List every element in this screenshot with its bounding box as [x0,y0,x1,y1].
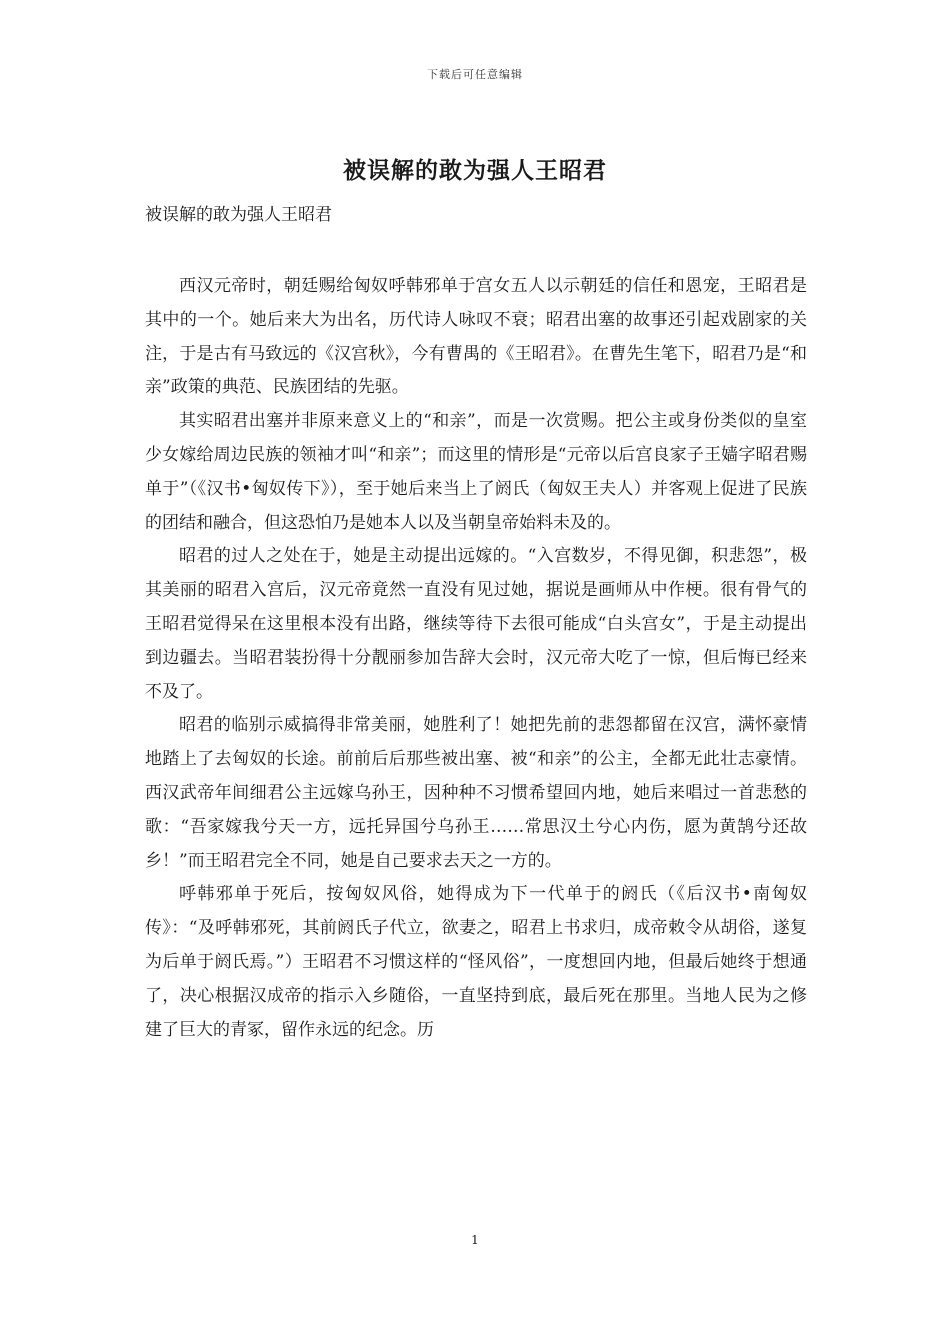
document-subtitle: 被误解的敢为强人王昭君 [145,205,332,225]
page-number: 1 [471,1233,479,1247]
document-body [145,270,807,1047]
body-paragraph: 其实昭君出塞并非原来意义上的“和亲”，而是一次赏赐。把公主或身份类似的皇室少女嫁给周边民族的领袖才叫“和亲”；而这里的情形是“元帝以后宫良家子王嫱字昭君赐单于”（《汉书•匈奴传下》），至于她后来当上了阏氏（匈奴王夫人）并客观上促进了民族的团结和融合，但这恐怕乃是她本人以及当朝皇帝始料未及的。 [145,411,807,533]
header-note: 下载后可任意编辑 [427,68,523,81]
document-title: 被误解的敢为强人王昭君 [343,157,607,184]
body-paragraph: 西汉元帝时，朝廷赐给匈奴呼韩邪单于宫女五人以示朝廷的信任和恩宠，王昭君是其中的一个。她后来大为出名，历代诗人咏叹不衰；昭君出塞的故事还引起戏剧家的关注，于是古有马致远的《汉宫秋》，今有曹禺的《王昭君》。在曹先生笔下，昭君乃是“和亲”政策的典范、民族团结的先驱。 [145,276,807,398]
body-paragraph: 昭君的过人之处在于，她是主动提出远嫁的。“入宫数岁，不得见御，积悲怨”，极其美丽的昭君入宫后，汉元帝竟然一直没有见过她，据说是画师从中作梗。很有骨气的王昭君觉得呆在这里根本没有出路，继续等待下去很可能成“白头宫女”，于是主动提出到边疆去。当昭君装扮得十分靓丽参加告辞大会时，汉元帝大吃了一惊，但后悔已经来不及了。 [145,546,807,702]
body-paragraph: 昭君的临别示威搞得非常美丽，她胜利了！她把先前的悲怨都留在汉宫，满怀豪情地踏上了去匈奴的长途。前前后后那些被出塞、被“和亲”的公主，全都无此壮志豪情。西汉武帝年间细君公主远嫁乌孙王，因种种不习惯希望回内地，她后来唱过一首悲愁的歌：“吾家嫁我兮天一方，远托异国兮乌孙王……常思汉土兮心内伤，愿为黄鹄兮还故乡！”而王昭君完全不同，她是自己要求去天之一方的。 [145,715,807,871]
body-paragraph: 呼韩邪单于死后，按匈奴风俗，她得成为下一代单于的阏氏（《后汉书•南匈奴传》：“及呼韩邪死，其前阏氏子代立，欲妻之，昭君上书求归，成帝敕令从胡俗，遂复为后单于阏氏焉。”）王昭君不习惯这样的“怪风俗”，一度想回内地，但最后她终于想通了，决心根据汉成帝的指示入乡随俗，一直坚持到底，最后死在那里。当地人民为之修建了巨大的青冢，留作永远的纪念。历 [145,884,807,1040]
